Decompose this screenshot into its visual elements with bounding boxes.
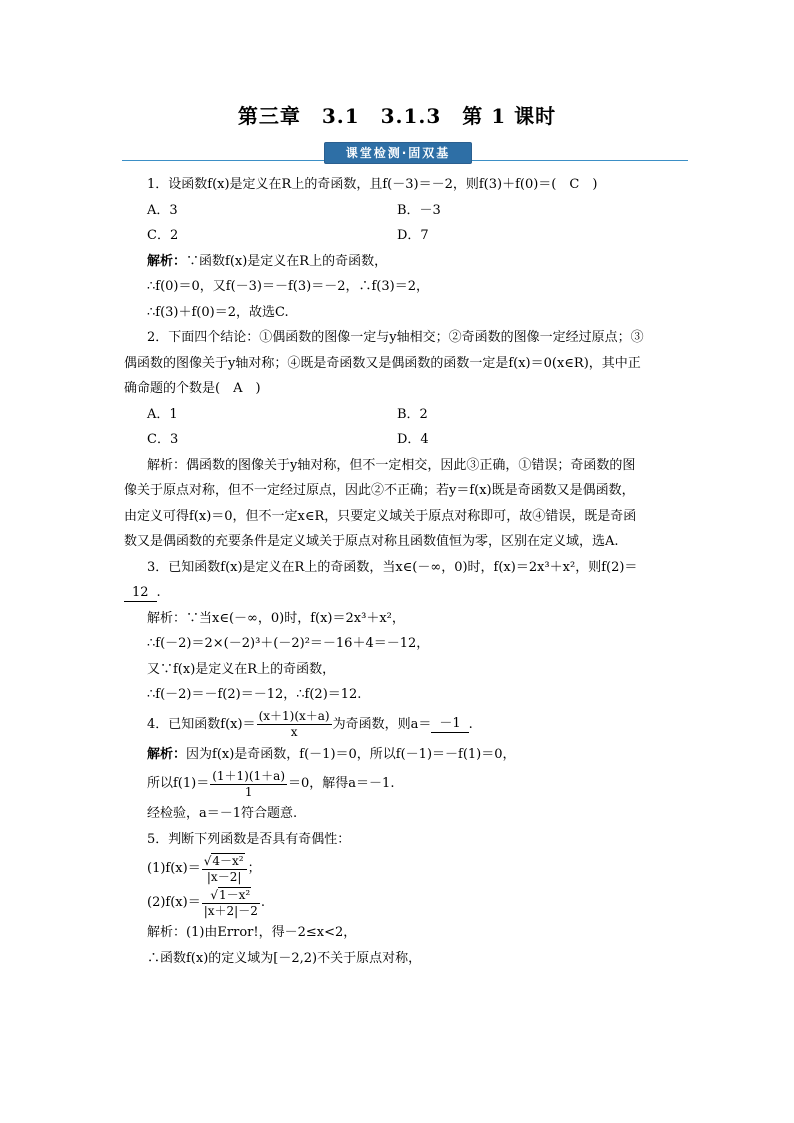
q4-solution-line2	[147, 767, 647, 801]
q4-stem: 4．已知函数f(x)＝ $\frac{(x+1)(x+a)}{x}$ 为奇函数，则a＝ －1 .	[147, 708, 647, 742]
content-body	[124, 172, 647, 971]
q4-solution-prefix: 所以f(1)＝	[147, 776, 210, 791]
q5-f1-suffix: ；	[247, 861, 261, 876]
q1-options-row1	[147, 198, 647, 224]
q5-f1-numerator: √4－x²	[202, 854, 247, 870]
solution-label: 解析：	[147, 610, 187, 626]
q1-option-d: D．7	[397, 228, 429, 243]
q3-answer-line: 12 .	[124, 580, 647, 606]
solution-text: ∵函数f(x)是定义在R上的奇函数，	[186, 253, 388, 269]
q4-stem-suffix: 为奇函数，则a＝	[332, 716, 432, 732]
q4-solution-denominator: 1	[244, 784, 253, 799]
q1-solution-line2: ∴f(0)＝0，又f(－3)＝－f(3)＝－2，∴f(3)＝2，	[147, 279, 429, 294]
q3-solution-line2: ∴f(－2)＝2×(－2)³＋(－2)²＝－16＋4＝－12，	[147, 636, 430, 651]
q4-fraction-denominator: x	[290, 725, 298, 739]
q1-solution-line1	[147, 249, 647, 275]
q2-solution-line4: 数又是偶函数的充要条件是定义域关于原点对称且函数值恒为零，区别在定义域，选A.	[124, 534, 619, 549]
q2-options-row1	[147, 402, 647, 428]
q5-f2-prefix: (2)f(x)＝	[147, 895, 201, 910]
solution-label: 解析：	[147, 746, 187, 762]
q3-solution-line4: ∴f(－2)＝－f(2)＝－12，∴f(2)＝12.	[147, 687, 362, 702]
q2-options-row2	[147, 427, 647, 453]
q4-fraction-numerator: (x＋1)(x＋a)	[258, 709, 330, 723]
q2-stem-line1: 2．下面四个结论：①偶函数的图像一定与y轴相交；②奇函数的图像一定经过原点；③	[147, 330, 644, 345]
q3-stem: 3．已知函数f(x)是定义在R上的奇函数，当x∈(－∞，0)时，f(x)＝2x³＋x²，则f(2)＝	[147, 559, 638, 575]
q5-f2-suffix: .	[260, 895, 265, 910]
q5-f2-numerator: √1－x²	[202, 888, 260, 904]
q4-fraction	[257, 709, 332, 740]
q5-f2-denominator: |x＋2|－2	[203, 903, 258, 918]
q3-solution-line3: 又∵f(x)是定义在R上的奇函数，	[147, 661, 336, 677]
q1-solution-line3: ∴f(3)＋f(0)＝2，故选C.	[147, 304, 289, 320]
q4-answer-blank: －1	[431, 716, 468, 733]
q4-solution-numerator: (1＋1)(1＋a)	[212, 768, 286, 783]
q1-option-c: C．2	[147, 228, 179, 243]
q5-solution-line1: 解析：(1)由Error!，得－2≤x<2，	[147, 925, 357, 940]
solution-text: ∵当x∈(－∞，0)时，f(x)＝2x³＋x²，	[186, 610, 405, 626]
solution-text: 因为f(x)是奇函数，f(－1)＝0，所以f(－1)＝－f(1)＝0，	[186, 746, 516, 762]
page-title: 第三章 3.1 3.1.3 第 1 课时	[237, 104, 557, 128]
q2-stem-line2: 偶函数的图像关于y轴对称；④既是奇函数又是偶函数的函数一定是f(x)＝0(x∈R)，其中正	[124, 355, 641, 371]
q5-stem: 5．判断下列函数是否具有奇偶性：	[147, 831, 351, 847]
q1-option-b: B．－3	[397, 202, 441, 218]
q5-f1-prefix: (1)f(x)＝	[147, 861, 201, 876]
q2-option-c: C．3	[147, 432, 179, 447]
q2-solution-line2: 像关于原点对称，但不一定经过原点，因此②不正确；若y＝f(x)既是奇函数又是偶函数，	[124, 483, 635, 498]
q2-option-a: A．1	[147, 406, 178, 422]
q2-stem-line3: 确命题的个数是( A )	[124, 381, 261, 396]
q3-answer-blank: 12	[124, 585, 157, 602]
q2-solution-line3: 由定义可得f(x)＝0，但不一定x∈R，只要定义域关于原点对称即可，故④错误，既是奇函	[124, 508, 637, 524]
q5-f1-fraction	[202, 854, 247, 885]
q5-function-1	[147, 852, 647, 886]
section-banner: 课堂检测·固双基	[324, 142, 472, 164]
q4-solution-line1	[147, 742, 647, 768]
q5-solution-line2: ∴函数f(x)的定义域为[－2,2)不关于原点对称，	[147, 950, 422, 966]
q5-f2-fraction	[202, 888, 260, 919]
q5-f1-radicand: 4－x²	[212, 853, 244, 868]
q4-solution-fraction	[210, 769, 287, 800]
q1-options-row2	[147, 223, 647, 249]
q4-stem-prefix: 4．已知函数f(x)＝	[147, 716, 256, 732]
q5-f1-denominator: |x－2|	[206, 869, 242, 884]
q2-option-d: D．4	[397, 432, 429, 447]
q4-solution-suffix: ＝0，解得a＝－1.	[288, 776, 395, 791]
q3-solution-line1	[147, 606, 647, 632]
q5-f2-radicand: 1－x²	[218, 887, 251, 902]
q2-solution-line1: 解析：偶函数的图像关于y轴对称，但不一定相交，因此③正确，①错误；奇函数的图	[147, 457, 636, 473]
solution-label: 解析：	[147, 253, 187, 269]
q1-option-a: A．3	[147, 202, 178, 218]
q1-stem: 1．设函数f(x)是定义在R上的奇函数，且f(－3)＝－2，则f(3)＋f(0)＝( C )	[147, 177, 598, 192]
q2-option-b: B．2	[397, 406, 428, 422]
q5-function-2	[147, 886, 647, 920]
q4-solution-line3: 经检验，a＝－1符合题意.	[147, 806, 298, 821]
